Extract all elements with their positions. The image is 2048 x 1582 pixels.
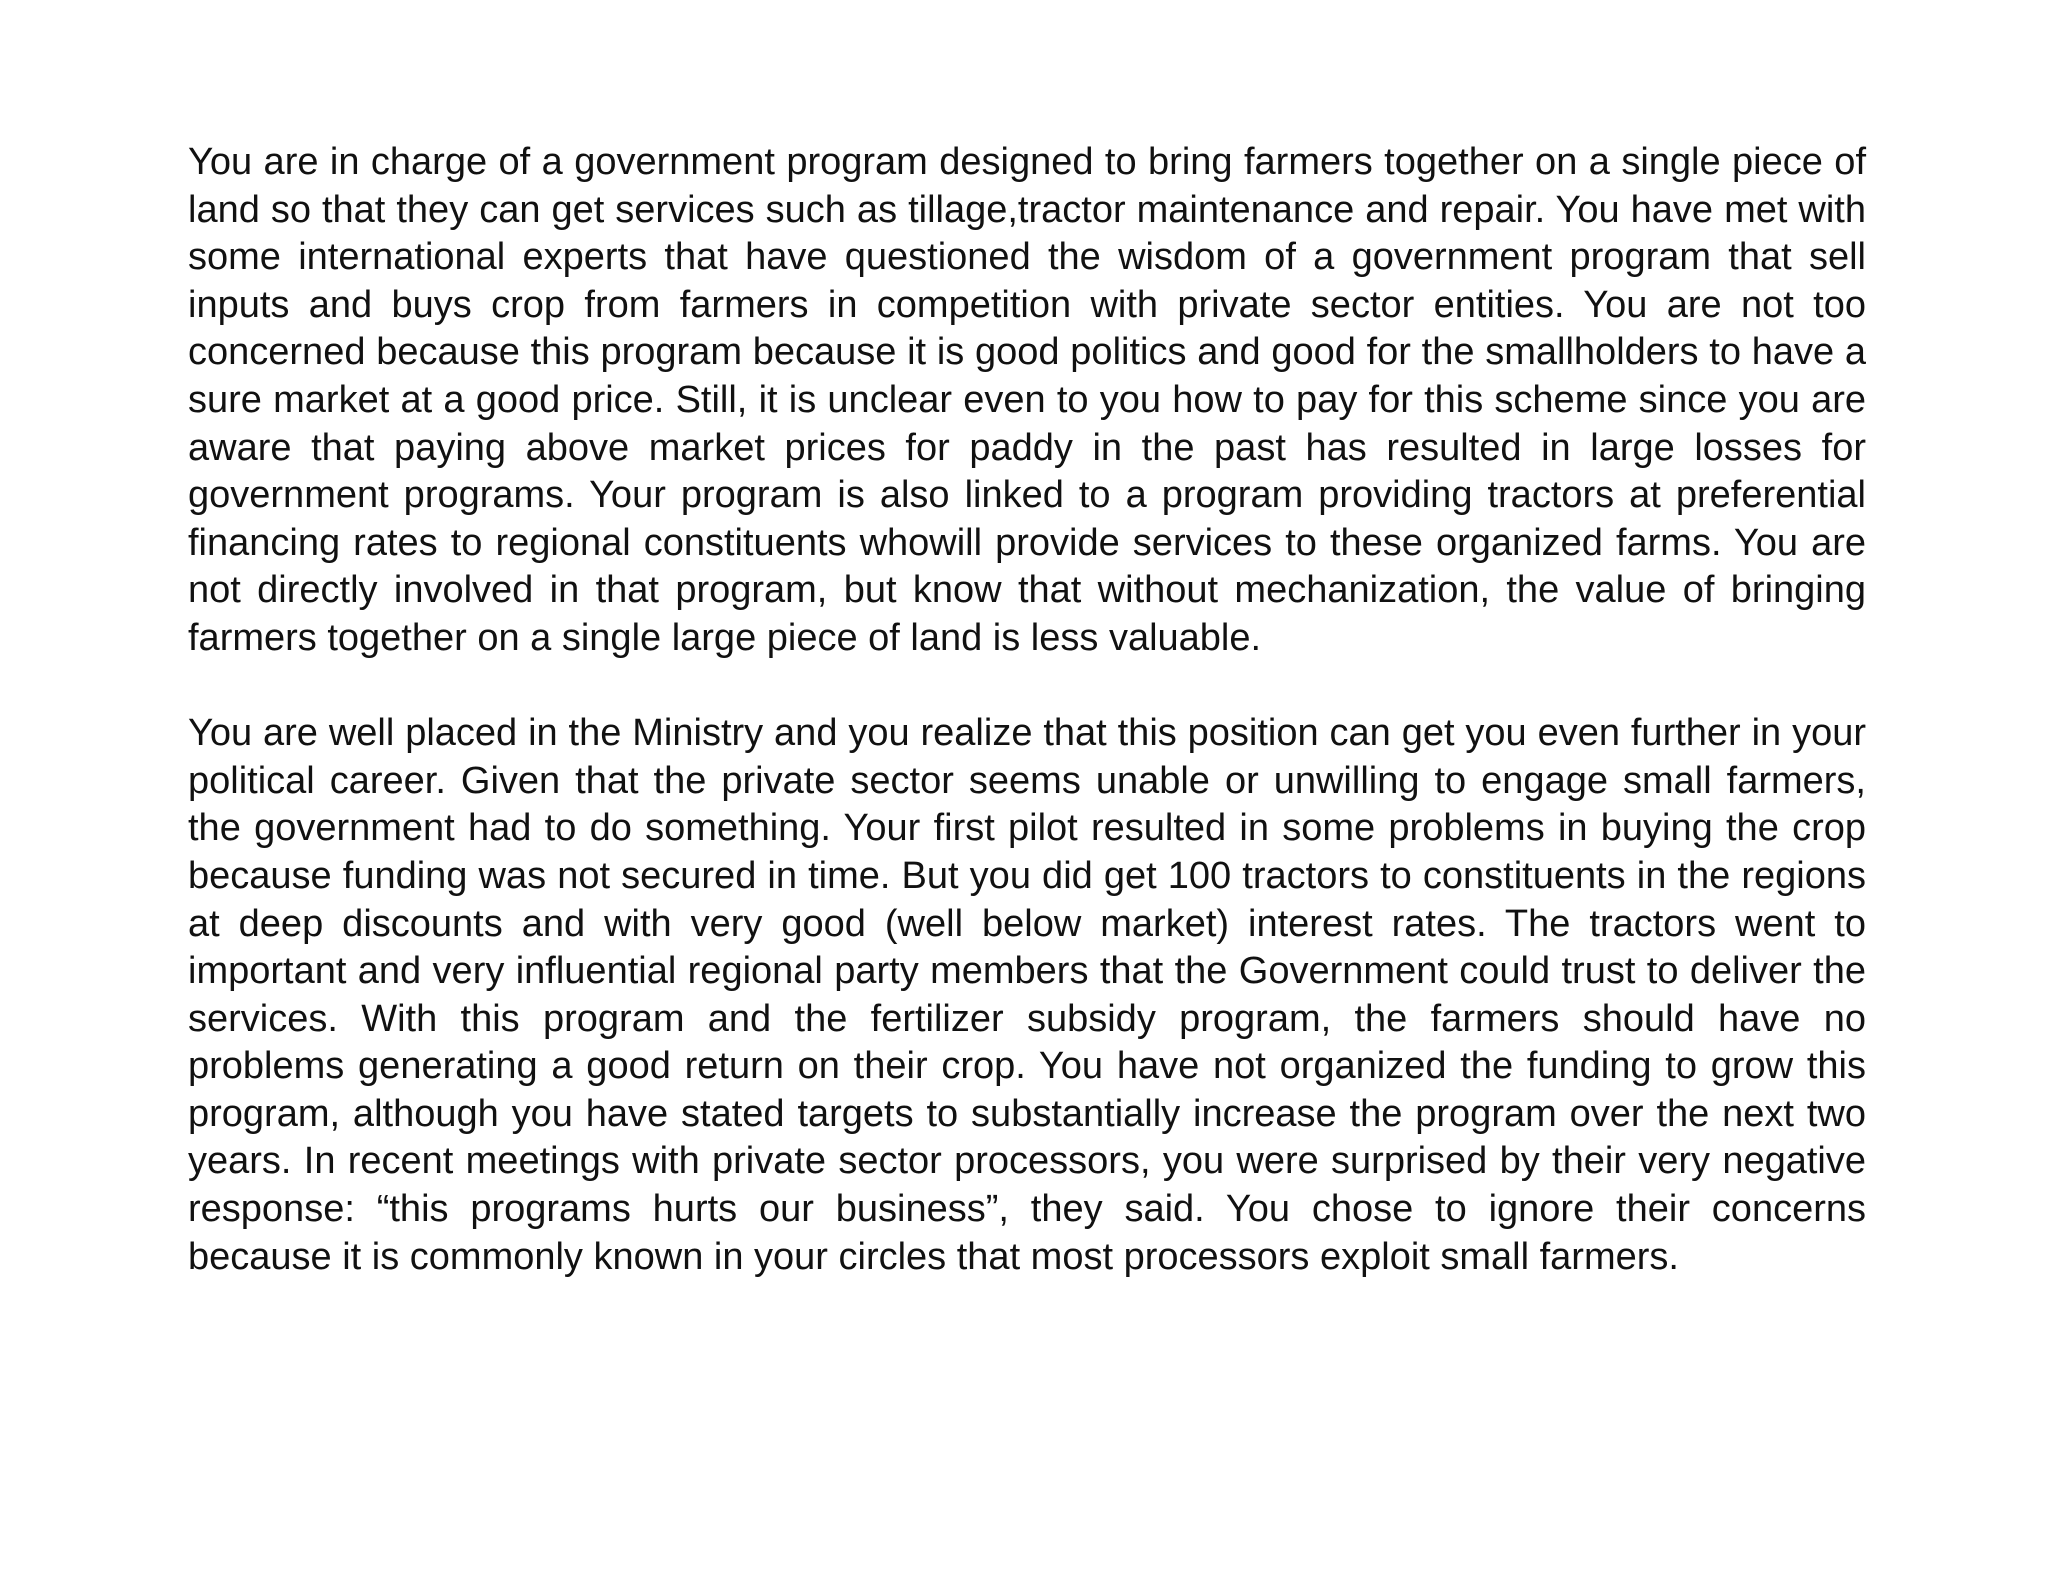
paragraph-1: You are in charge of a government program designed to bring farmers together on a single piece of land so that they can get services such as tillage,tractor maintenance and repair. You have met with some international experts that have questioned the wisdom of a government program that sell inputs and buys crop from farmers in competition with private sector entities. You are not too concerned because this program because it is good politics and good for the smallholders to have a sure market at a good price. Still, it is unclear even to you how to pay for this scheme since you are aware that paying above market prices for paddy in the past has resulted in large losses for government programs. Your program is also linked to a program providing tractors at preferential financing rates to regional constituents whowill provide services to these organized farms. You are not directly involved in that program, but know that without mechanization, the value of bringing farmers together on a single large piece of land is less valuable. bbox=[188, 141, 1866, 659]
paragraph-2: You are well placed in the Ministry and you realize that this position can get you even further in your political career. Given that the private sector seems unable or unwilling to engage small farmers, the government had to do something. Your first pilot resulted in some problems in buying the crop because funding was not secured in time. But you did get 100 tractors to constituents in the regions at deep discounts and with very good (well below market) interest rates. The tractors went to important and very influential regional party members that the Government could trust to deliver the services. With this program and the fertilizer subsidy program, the farmers should have no problems generating a good return on their crop. You have not organized the funding to grow this program, although you have stated targets to substantially increase the program over the next two years. In recent meetings with private sector processors, you were surprised by their very negative response: “this programs hurts our business”, they said. You chose to ignore their concerns because it is commonly known in your circles that most processors exploit small farmers. bbox=[188, 712, 1866, 1278]
document-body bbox=[188, 139, 1866, 1281]
